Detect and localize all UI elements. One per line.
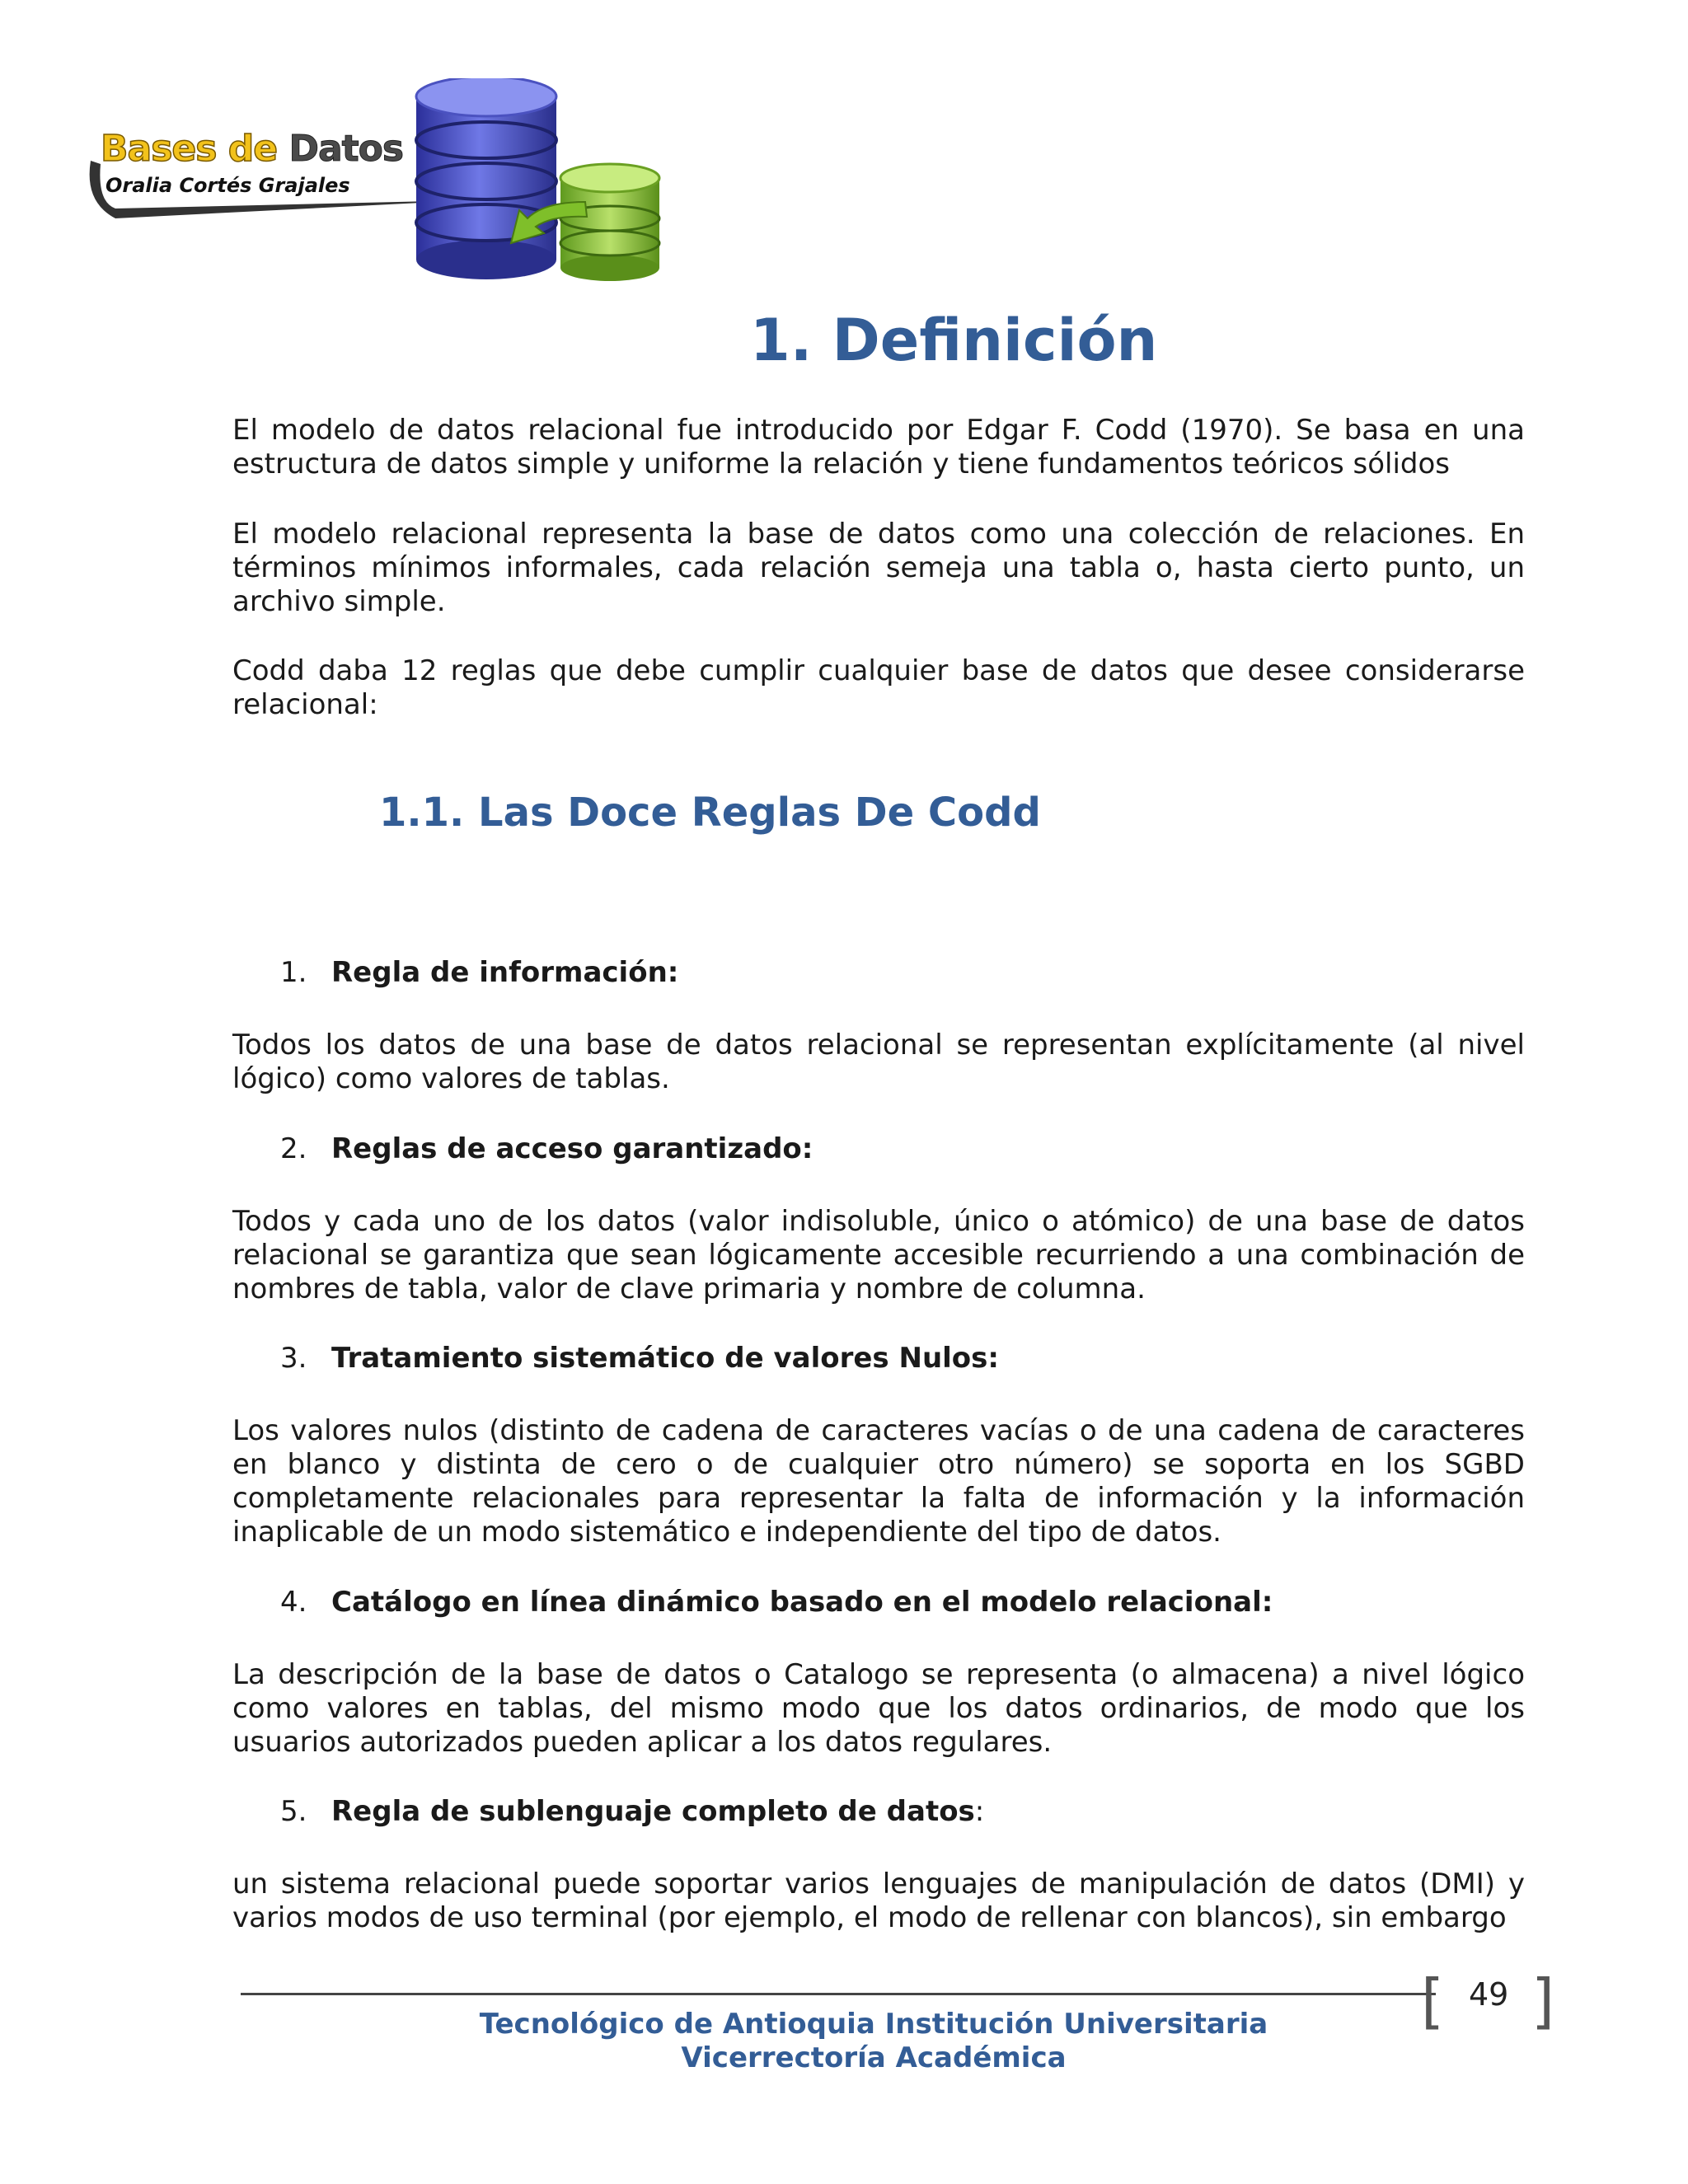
rule-5-title: Regla de sublenguaje completo de datos [331, 1795, 975, 1828]
subsection-heading: 1.1. Las Doce Reglas De Codd [379, 790, 1041, 836]
logo [82, 78, 676, 284]
rule-4-title: Catálogo en línea dinámico basado en el modelo relacional: [331, 1586, 1273, 1619]
rule-3-number: 3. [280, 1342, 307, 1375]
intro-paragraph-3: Codd daba 12 reglas que debe cumplir cualquier base de datos que desee considerarse relacional: [232, 654, 1525, 721]
intro-paragraph-2: El modelo relacional representa la base de datos como una colección de relaciones. En términos mínimos informales, cada relación semeja una tabla o, hasta cierto punto, un archivo simple. [232, 518, 1525, 618]
intro-paragraph-1: El modelo de datos relacional fue introducido por Edgar F. Codd (1970). Se basa en una estructura de datos simple y uniforme la relación y tiene fundamentos teóricos sólidos [232, 414, 1525, 480]
footer-divider [241, 1993, 1436, 1995]
rule-5-heading [280, 1795, 984, 1829]
rule-2-text: Todos y cada uno de los datos (valor indisoluble, único o atómico) de una base de datos relacional se garantiza que sean lógicamente accesible recurriendo a una combinación de nombres de tabla, valor de clave primaria y nombre de columna. [232, 1205, 1525, 1305]
logo-title [101, 128, 403, 170]
rule-4-number: 4. [280, 1586, 307, 1619]
blue-database-icon [416, 78, 556, 279]
rule-2-title: Reglas de acceso garantizado: [331, 1132, 814, 1165]
page-bracket-left: [ [1421, 1966, 1445, 2036]
rule-3-text: Los valores nulos (distinto de cadena de caracteres vacías o de una cadena de caracteres en blanco y distinta de cero o de cualquier otro número) se soporta en los SGBD completamente relacionales para representar la falta de información y la información inaplicable de un modo sistemático e independiente del tipo de datos. [232, 1414, 1525, 1549]
rule-1-heading [280, 956, 678, 990]
page-bracket-right: ] [1531, 1966, 1555, 2036]
rule-3-heading [280, 1342, 999, 1376]
rule-2-number: 2. [280, 1132, 307, 1165]
logo-author: Oralia Cortés Grajales [106, 174, 350, 197]
logo-title-part1: Bases de [101, 128, 278, 170]
section-heading: 1. Definición [750, 307, 1158, 374]
footer-department: Vicerrectoría Académica [681, 2041, 1067, 2074]
rule-3-title: Tratamiento sistemático de valores Nulos: [331, 1342, 999, 1375]
footer-institution: Tecnológico de Antioquia Institución Universitaria [479, 2008, 1268, 2041]
green-database-icon [560, 164, 659, 281]
rule-5-number: 5. [280, 1795, 307, 1828]
rule-1-title: Regla de información: [331, 956, 679, 989]
rule-1-text: Todos los datos de una base de datos relacional se representan explícitamente (al nivel lógico) como valores de tablas. [232, 1029, 1525, 1095]
rule-5-text: un sistema relacional puede soportar varios lenguajes de manipulación de datos (DMI) y varios modos de uso terminal (por ejemplo, el modo de rellenar con blancos), sin embargo [232, 1868, 1525, 1934]
rule-1-number: 1. [280, 956, 307, 989]
page-number: 49 [1469, 1976, 1509, 2013]
logo-title-part2: Datos [288, 128, 404, 170]
rule-4-heading [280, 1586, 1273, 1619]
rule-5-title-suffix: : [974, 1795, 985, 1828]
rule-2-heading [280, 1132, 813, 1166]
rule-4-text: La descripción de la base de datos o Catalogo se representa (o almacena) a nivel lógico como valores en tablas, del mismo modo que los datos ordinarios, de modo que los usuarios autorizados pueden aplicar a los datos regulares. [232, 1658, 1525, 1759]
